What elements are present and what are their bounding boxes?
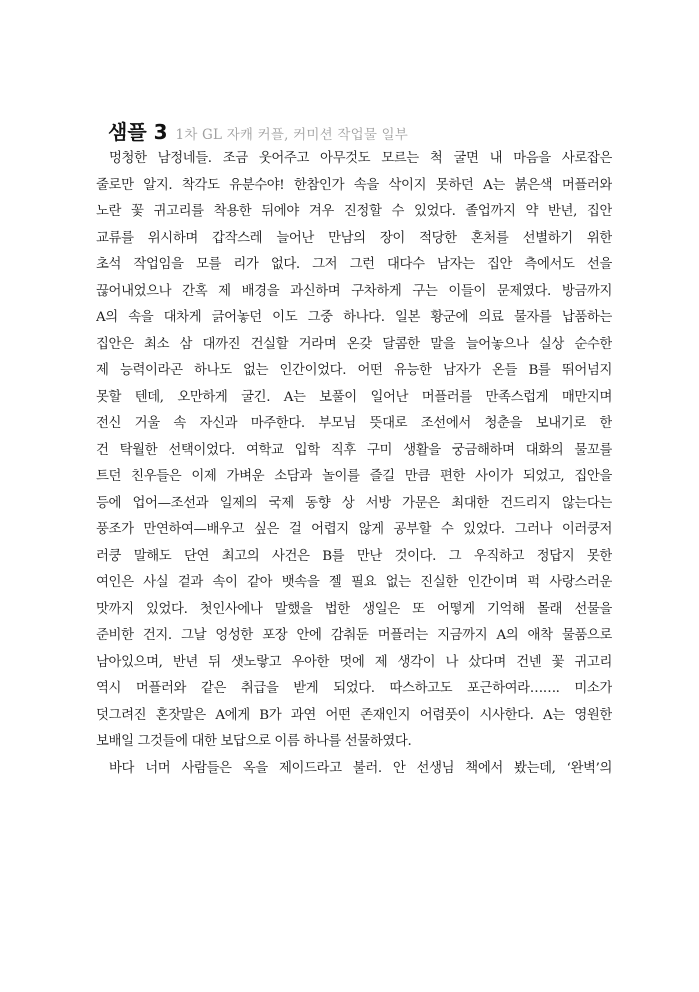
text-line: 초석 작업임을 모를 리가 없다. 그저 그런 대다수 남자는 집안 측에서도 선을 [96,257,612,272]
text-line: 남아있으며, 반년 뒤 샛노랗고 우아한 멋에 제 생각이 나 샀다며 건넨 꽃 귀고리 [96,654,612,670]
sample-heading [96,116,612,146]
document-page [96,116,612,782]
text-line: 집안은 최소 삼 대까진 건실할 거라며 온갖 달콤한 말을 늘어놓으나 실상 순수한 [96,336,612,352]
text-line: 맛까지 있었다. 첫인사에나 말했을 법한 생일은 또 어떻게 기억해 몰래 선물을 [96,601,612,617]
text-line: 건 탁월한 선택이었다. 여학교 입학 직후 구미 생활을 궁금해하며 대화의 물꼬를 [96,442,612,458]
text-line: 전신 거울 속 자신과 마주한다. 부모님 뜻대로 조선에서 청춘을 보내기로 한 [96,416,612,431]
text-line: 노란 꽃 귀고리를 착용한 뒤에야 겨우 진정할 수 있었다. 졸업까지 약 반년, 집안 [96,204,612,219]
sample-subtitle: 1차 GL 자캐 커플, 커미션 작업물 일부 [175,127,409,143]
text-line: 러쿵 말해도 단연 최고의 사건은 B를 만난 것이다. 그 우직하고 정답지 못한 [96,548,612,564]
text-line: 보배일 그것들에 대한 보답으로 이름 하나를 선물하였다. [96,734,412,749]
text-line: 멍청한 남정네들. 조금 웃어주고 아무것도 모르는 척 굴면 내 마음을 사로잡은 [109,151,612,166]
text-line: 여인은 사실 겉과 속이 같아 뱃속을 젤 필요 없는 진실한 인간이며 퍽 사랑스러운 [96,575,612,590]
sample-label: 샘플 3 [108,120,168,144]
text-line: 제 능력이라곤 하나도 없는 인간이었다. 어떤 유능한 남자가 온들 B를 뛰어넘지 [96,363,612,378]
text-line: 끊어내었으나 간혹 제 배경을 과신하며 구차하게 구는 이들이 문제였다. 방금까지 [96,283,612,299]
text-line: 준비한 건지. 그날 엉성한 포장 안에 감춰둔 머플러는 지금까지 A의 애착 물품으로 [96,628,612,643]
text-line: 풍조가 만연하여—배우고 싶은 걸 어렵지 않게 공부할 수 있었다. 그러나 이러쿵저 [96,522,612,537]
text-line: 못할 텐데, 오만하게 굴긴. A는 보풀이 일어난 머플러를 만족스럽게 매만지며 [96,389,612,405]
text-line: 바다 너머 사람들은 옥을 제이드라고 불러. 안 선생님 책에서 봤는데, ‘완벽’의 [109,760,612,776]
text-line: 줄로만 알지. 착각도 유분수야! 한참인가 속을 삭이지 못하던 A는 붉은색 머플러와 [96,177,612,193]
paragraph-2 [96,756,612,783]
text-line: 등에 업어—조선과 일제의 국제 동향 상 서방 가문은 최대한 건드리지 않는다는 [96,495,612,511]
text-line: 덧그려진 혼잣말은 A에게 B가 과연 어떤 존재인지 어렴풋이 시사한다. A는 영원한 [96,707,612,723]
text-line: 트던 친우들은 이제 가벼운 소담과 놀이를 즐길 만큼 편한 사이가 되었고, 집안을 [96,469,612,484]
text-line: 교류를 위시하며 갑작스레 늘어난 만남의 장이 적당한 혼처를 선별하기 위한 [96,230,612,246]
text-line: 역시 머플러와 같은 취급을 받게 되었다. 따스하고도 포근하여라……. 미소가 [96,681,612,696]
text-line: A의 속을 대차게 긁어놓던 이도 그중 하나다. 일본 황군에 의료 물자를 납품하는 [96,310,612,325]
paragraph-1 [96,146,612,756]
